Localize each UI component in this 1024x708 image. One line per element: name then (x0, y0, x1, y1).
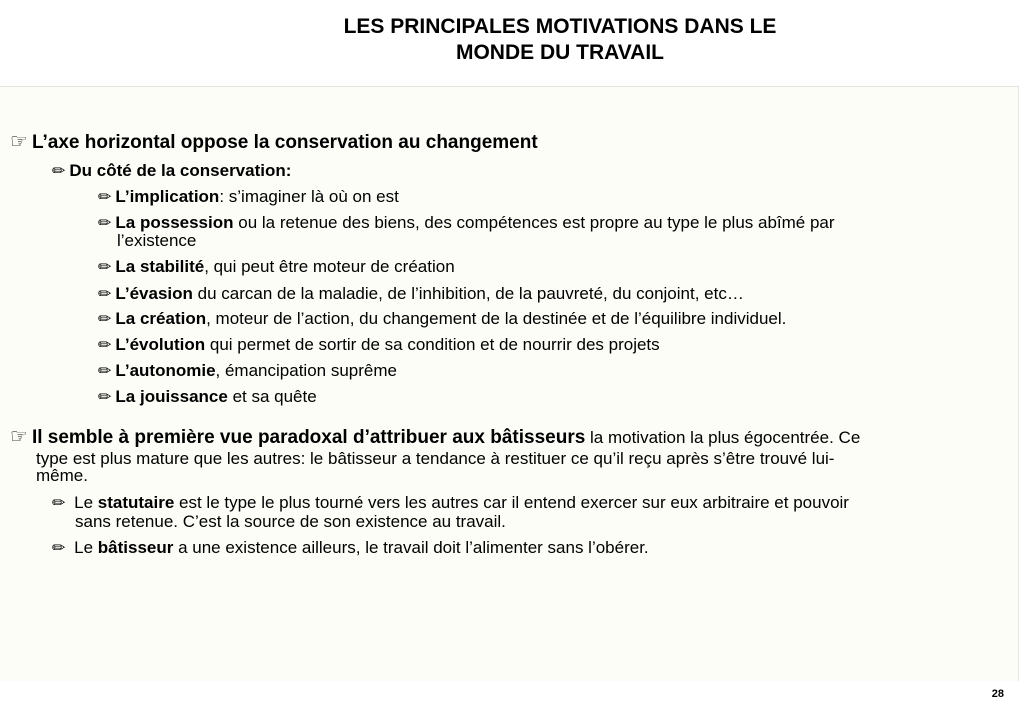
list-item-continuation: l’existence (117, 231, 197, 250)
pencil-icon: ✏ (98, 286, 112, 303)
pointing-hand-icon: ☞ (10, 131, 28, 153)
list-item (98, 188, 399, 207)
section1-subheading-text: Du côté de la conservation: (69, 161, 292, 180)
item-bold: La création (115, 309, 207, 328)
item-bold: La stabilité (115, 257, 205, 276)
list-item (98, 310, 786, 329)
pencil-icon: ✏ (52, 163, 66, 180)
bullet-text: a une existence ailleurs, le travail doit l’alimenter sans l’obérer. (173, 538, 649, 557)
item-text: ou la retenue des biens, des compétences est propre au type le plus abîmé par (233, 213, 835, 232)
title-line-2: MONDE DU TRAVAIL (455, 41, 665, 64)
pencil-icon: ✏ (98, 389, 112, 406)
section1-heading-text: L’axe horizontal oppose la conservation au changement (31, 132, 538, 153)
item-bold: La possession (115, 213, 234, 232)
title-line-1: LES PRINCIPALES MOTIVATIONS DANS LE (343, 15, 777, 38)
item-text: , qui peut être moteur de création (204, 257, 455, 276)
item-text: , émancipation suprême (215, 361, 397, 380)
item-text: et sa quête (227, 387, 317, 406)
pointing-hand-icon: ☞ (10, 426, 28, 448)
item-bold: La jouissance (115, 387, 228, 406)
section2-heading-text: la motivation la plus égocentrée. Ce (585, 428, 861, 447)
list-item (98, 258, 455, 277)
pencil-icon: ✏ (98, 189, 112, 206)
bullet-prefix: Le (69, 538, 98, 557)
bullet-bold: bâtisseur (97, 538, 174, 557)
pencil-icon: ✏ (52, 540, 66, 557)
item-bold: L’autonomie (115, 361, 216, 380)
bullet-prefix: Le (69, 493, 98, 512)
section2-line2: type est plus mature que les autres: le bâtisseur a tendance à restituer ce qu’il reçu après s’être trouvé lui- (36, 449, 835, 468)
section2-heading-bold: Il semble à première vue paradoxal d’attribuer aux bâtisseurs (31, 427, 586, 448)
pencil-icon: ✏ (98, 337, 112, 354)
pencil-icon: ✏ (52, 495, 66, 512)
list-item (98, 362, 397, 381)
list-item (98, 388, 317, 407)
item-bold: L’évasion (115, 284, 193, 303)
section2-bullet (52, 494, 849, 513)
item-bold: L’évolution (115, 335, 206, 354)
pencil-icon: ✏ (98, 311, 112, 328)
section2-heading (10, 428, 860, 447)
section1-subheading (52, 162, 291, 181)
item-text: qui permet de sortir de sa condition et de nourrir des projets (205, 335, 660, 354)
item-text: : s’imaginer là où on est (219, 187, 399, 206)
section2-bullet-continuation: sans retenue. C’est la source de son existence au travail. (75, 512, 506, 531)
bullet-bold: statutaire (97, 493, 175, 512)
item-text: du carcan de la maladie, de l’inhibition, de la pauvreté, du conjoint, etc… (192, 284, 744, 303)
page-number: 28 (991, 688, 1004, 700)
list-item (98, 214, 835, 233)
pencil-icon: ✏ (98, 363, 112, 380)
pencil-icon: ✏ (98, 259, 112, 276)
item-text: , moteur de l’action, du changement de la destinée et de l’équilibre individuel. (206, 309, 787, 328)
section1-heading (10, 132, 538, 153)
pencil-icon: ✏ (98, 215, 112, 232)
footer-area (0, 681, 1024, 708)
item-bold: L’implication (115, 187, 220, 206)
section2-line3: même. (36, 466, 88, 485)
section2-bullet (52, 539, 649, 558)
bullet-text: est le type le plus tourné vers les autres car il entend exercer sur eux arbitraire et pouvoir (174, 493, 849, 512)
list-item (98, 285, 744, 304)
title-area (0, 0, 1024, 86)
list-item (98, 336, 660, 355)
slide-title (200, 14, 920, 66)
